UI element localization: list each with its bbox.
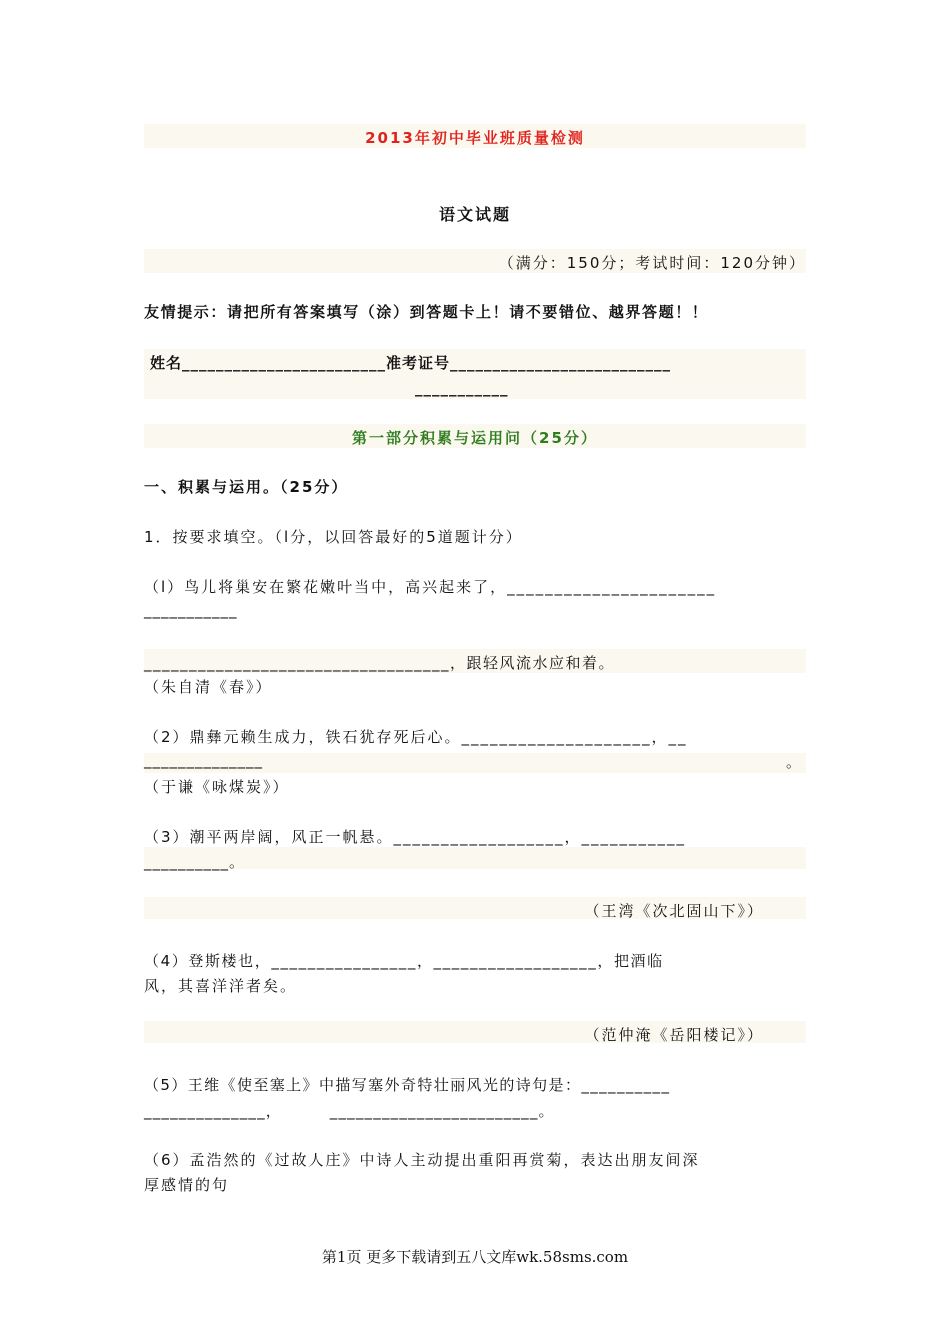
question-1-intro: 1．按要求填空。（l分，以回答最好的5道题计分） [144, 528, 523, 546]
item-1-source: （朱自清《春》） [144, 678, 273, 696]
item-2-line-1: （2）鼎彝元赖生成力，铁石犹存死后心。____________________，__ [144, 728, 688, 746]
item-3-line-2: __________。 [144, 853, 246, 871]
item-2-line-2: ______________ [144, 751, 263, 769]
subject-title: 语文试题 [438, 205, 511, 224]
exam-title: 2013年初中毕业班质量检测 [365, 129, 585, 147]
item-4-line-1: （4）登斯楼也，________________，__________________，把酒临 [144, 952, 664, 970]
part-title: 第一部分积累与运用问（25分） [352, 429, 598, 447]
section-heading: 一、积累与运用。（25分） [144, 478, 349, 496]
item-5-line-1: （5）王维《使至塞上》中描写塞外奇特壮丽风光的诗句是：__________ [144, 1076, 671, 1094]
item-4-source: （范仲淹《岳阳楼记》） [584, 1026, 764, 1044]
item-6-line-1: （6）孟浩然的《过故人庄》中诗人主动提出重阳再赏菊，表达出朋友间深 [144, 1151, 700, 1169]
item-3-source: （王湾《次北固山下》） [584, 902, 764, 920]
item-4-line-2: 风，其喜洋洋者矣。 [144, 977, 298, 995]
page-footer: 第1页 更多下载请到五八文库wk.58sms.com [321, 1248, 629, 1266]
item-6-line-2: 厚感情的句 [144, 1176, 230, 1194]
item-3-line-1: （3）潮平两岸阔，风正一帆悬。__________________，___________ [144, 828, 687, 846]
score-time: （满分：150分；考试时间：120分钟） [498, 254, 806, 272]
reminder: 友情提示：请把所有答案填写（涂）到答题卡上！请不要错位、越界答题！！ [144, 303, 709, 321]
name-exam-number-line: 姓名________________________准考证号__________________________ [150, 354, 672, 372]
item-5-line-2: ______________， ________________________。 [144, 1102, 555, 1120]
item-2-line-2-end: 。 [786, 753, 804, 771]
item-2-source: （于谦《咏煤炭》） [144, 778, 290, 796]
item-1-line-1: （l）鸟儿将巢安在繁花嫩叶当中，高兴起来了，______________________ [144, 578, 717, 596]
item-1-line-3: __________________________________，跟轻风流水应和着。 [144, 654, 616, 672]
item-1-line-2: ___________ [144, 601, 238, 619]
name-line-continuation: ___________ [415, 379, 509, 397]
